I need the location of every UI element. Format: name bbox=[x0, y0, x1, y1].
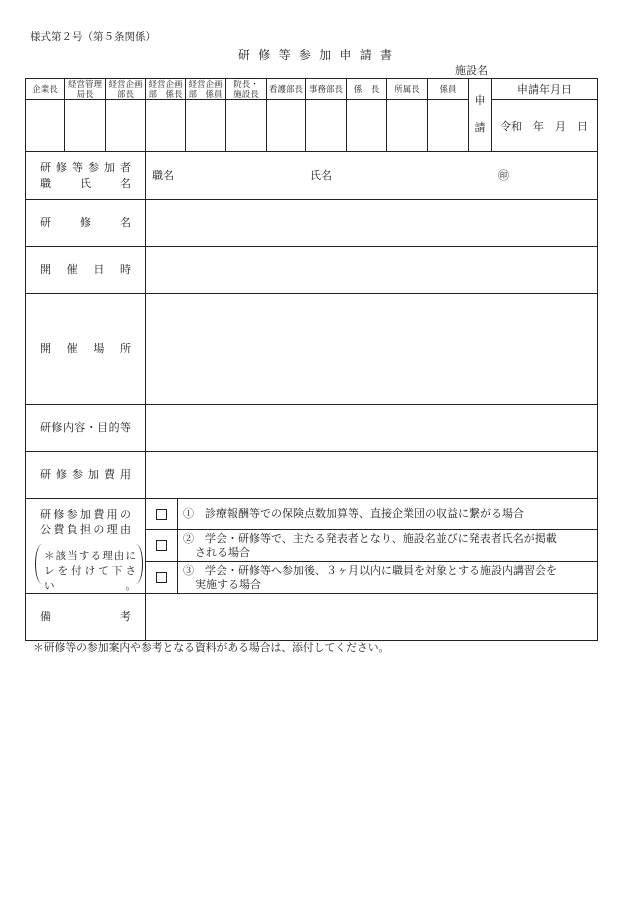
remarks-field bbox=[146, 594, 598, 641]
label-line: 公費負担の理由 bbox=[40, 524, 131, 536]
approval-header-staff bbox=[428, 79, 469, 100]
approval-header-planning-dept-staff bbox=[186, 79, 226, 100]
applicant-label bbox=[469, 79, 492, 152]
reason-option-2-checkbox-cell bbox=[146, 530, 178, 562]
label-line: 開 催 場 所 bbox=[40, 343, 131, 355]
approval-stamp-box-planning-dept-chief bbox=[146, 100, 186, 152]
header-line: 部長 bbox=[116, 89, 134, 99]
header-line: 経営管理 bbox=[67, 79, 102, 89]
training-name-label bbox=[26, 200, 146, 247]
header-line: 係員 bbox=[439, 84, 457, 94]
approval-stamp-box-staff bbox=[428, 100, 469, 152]
header-line: 施設長 bbox=[233, 89, 259, 99]
venue-field bbox=[146, 294, 598, 405]
label-line: 備 考 bbox=[40, 611, 131, 623]
content-purpose-field bbox=[146, 405, 598, 452]
header-line: 看護部長 bbox=[268, 84, 303, 94]
funding-reason-label-text bbox=[40, 508, 131, 538]
option-line: ③ 学会・研修等へ参加後、３ヶ月以内に職員を対象とする施設内講習会を bbox=[183, 564, 557, 577]
option-line: 実施する場合 bbox=[195, 578, 261, 591]
training-name-field bbox=[146, 200, 598, 247]
reason-option-1-text bbox=[178, 499, 598, 530]
approval-header-nursing-director bbox=[267, 79, 306, 100]
approval-stamp-box-admin-director bbox=[306, 100, 347, 152]
cost-label bbox=[26, 452, 146, 499]
approval-stamp-box-management-bureau-director bbox=[65, 100, 106, 152]
header-line: 経営企画 bbox=[188, 79, 223, 89]
label-line: 研修参加費用の bbox=[40, 509, 131, 521]
form-number: 様式第２号（第５条関係） bbox=[30, 32, 156, 43]
header-line: 係 長 bbox=[353, 84, 380, 94]
applicant-label-char: 請 bbox=[474, 122, 486, 135]
content-purpose-label bbox=[26, 405, 146, 452]
approval-stamp-box-section-chief bbox=[347, 100, 387, 152]
participant-field bbox=[146, 152, 598, 200]
cost-field bbox=[146, 452, 598, 499]
approval-stamp-box-planning-dept-staff bbox=[186, 100, 226, 152]
approval-stamp-box-nursing-director bbox=[267, 100, 306, 152]
job-title-label: 職名 bbox=[152, 169, 174, 182]
date-time-field bbox=[146, 247, 598, 294]
footnote: ＊研修等の参加案内や参考となる資料がある場合は、添付してください。 bbox=[33, 642, 390, 654]
name-label: 氏名 bbox=[310, 169, 332, 182]
header-line: 部 係長 bbox=[148, 89, 183, 99]
reason-option-2-text bbox=[178, 530, 598, 562]
reason-option-3-checkbox bbox=[156, 572, 167, 583]
approval-header-department-head bbox=[387, 79, 428, 100]
header-line: 部 係員 bbox=[188, 89, 223, 99]
label-line: 研 修 名 bbox=[40, 217, 131, 229]
applicant-label-char: 申 bbox=[474, 94, 486, 107]
approval-header-section-chief bbox=[347, 79, 387, 100]
approval-stamp-box-planning-dept-director bbox=[106, 100, 146, 152]
application-date-value: 令和 年 月 日 bbox=[492, 100, 598, 152]
facility-name-label: 施設名 bbox=[455, 65, 488, 77]
reason-option-3-text bbox=[178, 562, 598, 594]
option-line: ① 診療報酬等での保険点数加算等、直接企業団の収益に繋がる場合 bbox=[183, 508, 524, 520]
approval-stamp-box-hospital-director bbox=[226, 100, 267, 152]
approval-header-management-bureau-director bbox=[65, 79, 106, 100]
approval-table bbox=[25, 78, 598, 152]
note-line: レを付けて下さい。 bbox=[44, 566, 136, 592]
header-line: 局長 bbox=[76, 89, 94, 99]
remarks-label bbox=[26, 594, 146, 641]
approval-header-enterprise-head bbox=[26, 79, 65, 100]
header-line: 院長・ bbox=[233, 79, 259, 89]
note-line: ＊該当する理由に bbox=[44, 551, 136, 562]
label-line: 研 修 等 参 加 者 bbox=[40, 161, 131, 174]
approval-header-planning-dept-chief bbox=[146, 79, 186, 100]
application-form-table bbox=[25, 152, 598, 641]
label-line: 研修内容・目的等 bbox=[40, 422, 131, 434]
funding-reason-note bbox=[35, 544, 143, 592]
label-line: 職 氏 名 bbox=[40, 177, 131, 190]
approval-header-admin-director bbox=[306, 79, 347, 100]
approval-header-planning-dept-director bbox=[106, 79, 146, 100]
option-line: ② 学会・研修等で、主たる発表者となり、施設名並びに発表者氏名が掲載 bbox=[183, 532, 557, 545]
venue-label bbox=[26, 294, 146, 405]
participant-label bbox=[26, 152, 146, 200]
date-time-label bbox=[26, 247, 146, 294]
document-title: 研 修 等 参 加 申 請 書 bbox=[238, 48, 392, 62]
funding-reason-label bbox=[26, 499, 146, 594]
header-line: 企業長 bbox=[32, 84, 58, 94]
approval-stamp-box-enterprise-head bbox=[26, 100, 65, 152]
reason-option-1-checkbox-cell bbox=[146, 499, 178, 530]
reason-option-1-checkbox bbox=[156, 509, 167, 520]
reason-option-2-checkbox bbox=[156, 540, 167, 551]
header-line: 事務部長 bbox=[308, 84, 343, 94]
label-line: 研 修 参 加 費 用 bbox=[40, 469, 131, 481]
header-line: 経営企画 bbox=[108, 79, 143, 89]
label-line: 開 催 日 時 bbox=[40, 264, 131, 276]
option-line: される場合 bbox=[195, 546, 250, 559]
approval-header-hospital-director bbox=[226, 79, 267, 100]
reason-option-3-checkbox-cell bbox=[146, 562, 178, 594]
seal-icon: ㊞ bbox=[498, 169, 509, 182]
application-date-header: 申請年月日 bbox=[492, 79, 598, 100]
header-line: 所属長 bbox=[394, 84, 420, 94]
header-line: 経営企画 bbox=[148, 79, 183, 89]
approval-stamp-box-department-head bbox=[387, 100, 428, 152]
